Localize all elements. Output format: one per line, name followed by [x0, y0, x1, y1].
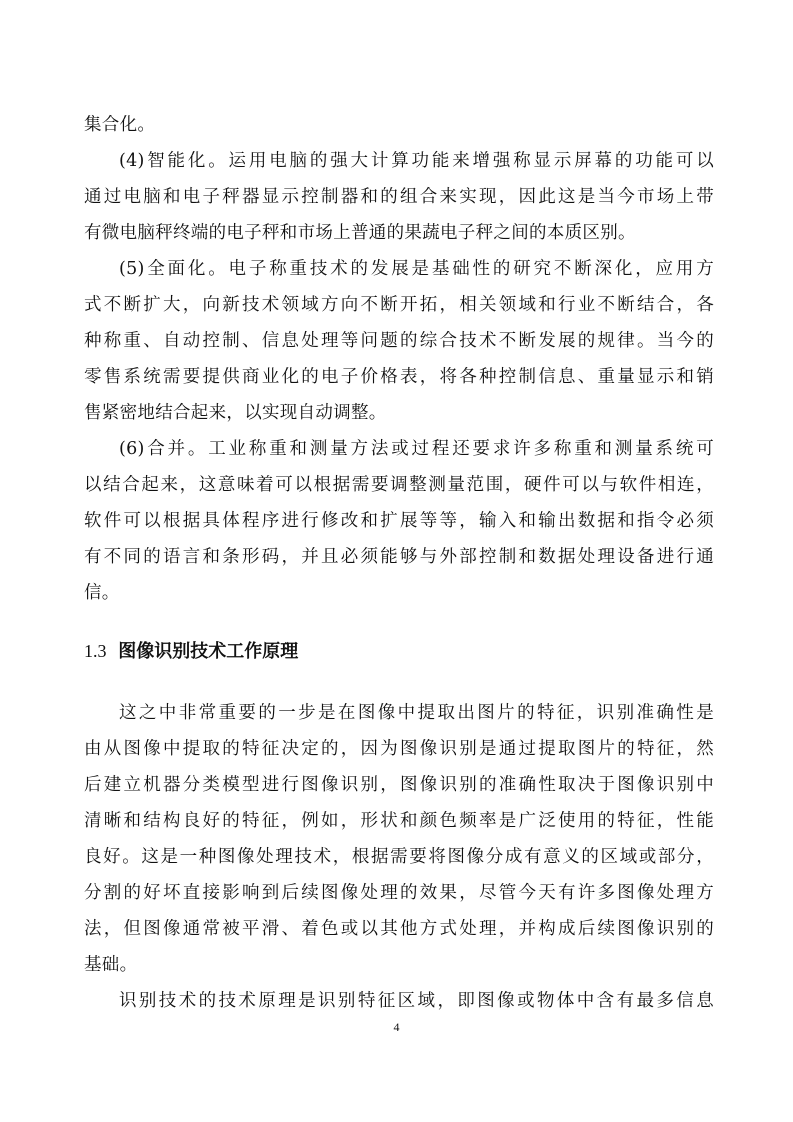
body-text-bottom	[84, 695, 714, 1019]
text-line: 基础。	[84, 955, 138, 975]
text-line: (5)全面化。电子称重技术的发展是基础性的研究不断深化，应用方	[119, 259, 714, 279]
text-line: 法，但图像通常被平滑、着色或以其他方式处理，并构成后续图像识别的	[84, 919, 714, 939]
text-line: 以结合起来，这意味着可以根据需要调整测量范围，硬件可以与软件相连，	[84, 475, 714, 495]
text-line: 有微电脑秤终端的电子秤和市场上普通的果蔬电子秤之间的本质区别。	[84, 223, 636, 243]
text-line: 分割的好坏直接影响到后续图像处理的效果，尽管今天有许多图像处理方	[84, 883, 714, 903]
text-line: 有不同的语言和条形码，并且必须能够与外部控制和数据处理设备进行通	[84, 547, 714, 567]
text-line: 良好。这是一种图像处理技术，根据需要将图像分成有意义的区域或部分，	[84, 847, 714, 867]
text-line: 识别技术的技术原理是识别特征区域，即图像或物体中含有最多信息	[119, 991, 714, 1011]
text-line: 软件可以根据具体程序进行修改和扩展等等，输入和输出数据和指令必须	[84, 511, 714, 531]
section-number: 1.3	[84, 641, 107, 661]
page-number: 4	[393, 1020, 400, 1034]
text-line: 式不断扩大，向新技术领域方向不断开拓，相关领域和行业不断结合，各	[84, 295, 714, 315]
text-line: 后建立机器分类模型进行图像识别，图像识别的准确性取决于图像识别中	[84, 775, 714, 795]
body-text-top	[84, 107, 714, 611]
text-line: 种称重、自动控制、信息处理等问题的综合技术不断发展的规律。当今的	[84, 331, 714, 351]
text-line: 零售系统需要提供商业化的电子价格表，将各种控制信息、重量显示和销	[84, 367, 714, 387]
text-line: 通过电脑和电子秤器显示控制器和的组合来实现，因此这是当今市场上带	[84, 187, 714, 207]
text-line: 售紧密地结合起来，以实现自动调整。	[84, 403, 387, 423]
text-line: 清晰和结构良好的特征，例如，形状和颜色频率是广泛使用的特征，性能	[84, 811, 714, 831]
section-title: 图像识别技术工作原理	[118, 641, 299, 662]
text-line: 由从图像中提取的特征决定的，因为图像识别是通过提取图片的特征，然	[84, 739, 714, 759]
text-line: (4)智能化。运用电脑的强大计算功能来增强称显示屏幕的功能可以	[119, 151, 714, 171]
text-line: 信。	[84, 583, 120, 603]
text-line: 集合化。	[84, 115, 156, 135]
text-line: 这之中非常重要的一步是在图像中提取出图片的特征，识别准确性是	[119, 703, 714, 723]
text-line: (6)合并。工业称重和测量方法或过程还要求许多称重和测量系统可	[119, 439, 714, 459]
section-heading	[84, 636, 298, 666]
